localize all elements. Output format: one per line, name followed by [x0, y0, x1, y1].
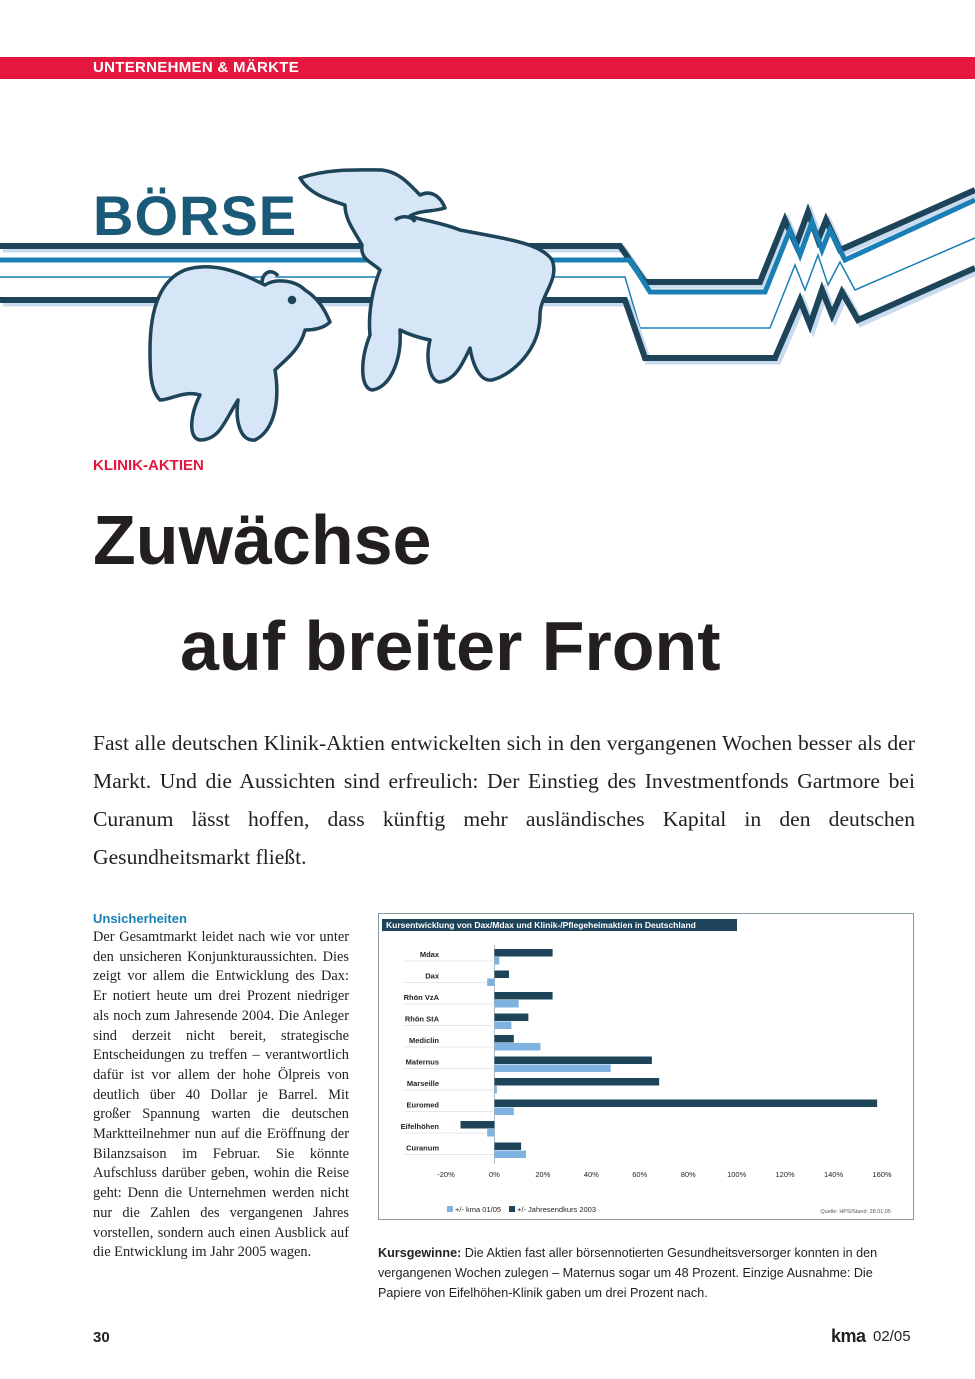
chart-title: Kursentwicklung von Dax/Mdax und Klinik-/Pflegeheimaktien in Deutschland	[382, 919, 737, 931]
chart-panel	[378, 913, 914, 1220]
legend-label: +/- kma 01/05	[455, 1205, 502, 1214]
bar-jahresend	[461, 1121, 495, 1129]
x-tick-label: 0%	[489, 1170, 500, 1179]
bar-jahresend	[494, 992, 552, 1000]
body-column	[93, 910, 349, 1263]
x-tick-label: 160%	[872, 1170, 892, 1179]
legend-swatch	[447, 1206, 453, 1212]
bar-jahresend	[494, 1100, 877, 1108]
headline-line-1: Zuwächse	[93, 501, 432, 579]
lead-paragraph: Fast alle deutschen Klinik-Aktien entwickelten sich in den vergangenen Wochen besser als der Markt. Und die Aussichten sind erfreulich: Der Einstieg des Investmentfonds Gartmore bei Curanum lässt hoffen, dass künftig mehr ausländisches Kapital in den deutschen Gesundheitsmarkt fließt.	[93, 731, 915, 869]
x-tick-label: 20%	[535, 1170, 551, 1179]
x-tick-label: 40%	[583, 1170, 599, 1179]
category-label: Euromed	[406, 1100, 439, 1110]
bar-jahresend	[494, 1014, 528, 1022]
bar-kma	[487, 1129, 494, 1137]
body-paragraph: Der Gesamtmarkt leidet nach wie vor unter den unsicheren Konjunkturaussichten. Dies zeigt vor allem die Entwicklung des Dax: Er notiert heute um drei Prozent niedriger als noch zum Jahresende 2004. Die Anleger sind derzeit nicht bereit, strategische Entscheidungen zu treffen – verantwortlich dafür ist vor allem der hohe Ölpreis von deutlich über 40 Dollar je Barrel. Mit großer Spannung warten die deutschen Marktteilnehmer nun auf die Eröffnung der Bilanzsaison im Februar. Sie könnte Aufschluss darüber geben, wohin die Reise geht: Denn die Unternehmen werden nicht nur die Zahlen des vergangenen Jahres vorstellen, sondern auch einen Ausblick auf die Entwicklung im Jahr 2005 wagen.	[93, 929, 349, 1261]
bar-kma	[494, 1022, 511, 1030]
bar-kma	[494, 1043, 540, 1051]
bar-jahresend	[494, 1057, 651, 1065]
x-tick-label: 120%	[775, 1170, 795, 1179]
bar-kma	[494, 1065, 610, 1073]
category-label: Rhön VzA	[403, 993, 439, 1002]
x-tick-label: 140%	[823, 1170, 844, 1179]
bar-kma	[494, 1086, 496, 1094]
caption-text: Die Aktien fast aller börsennotierten Gesundheitsversorger konnten in den vergangenen Wochen zulegen – Maternus sogar um 48 Prozent. Einzige Ausnahme: Die Papiere von Eifelhöhen-Klinik gaben um drei Prozent nach.	[378, 1246, 878, 1300]
category-label: Curanum	[406, 1143, 439, 1153]
hero-title: BÖRSE	[93, 184, 298, 247]
bar-jahresend	[494, 1143, 521, 1151]
caption-label: Kursgewinne:	[378, 1246, 462, 1260]
page-number: 30	[93, 1329, 110, 1346]
bull-illustration	[300, 170, 554, 390]
bar-chart	[379, 914, 915, 1221]
category-label: Rhön StA	[404, 1014, 439, 1024]
chart-source: Quelle: HPS/Stand: 28.01.05	[820, 1209, 891, 1215]
bar-jahresend	[494, 949, 552, 957]
brand-logo: kma	[831, 1326, 866, 1346]
legend-swatch	[509, 1206, 515, 1212]
bar-kma	[487, 979, 494, 987]
bar-kma	[494, 957, 499, 965]
headline-line-2: auf breiter Front	[180, 607, 721, 685]
category-label: Marseille	[406, 1079, 439, 1088]
bar-kma	[494, 1151, 525, 1159]
bar-jahresend	[494, 971, 509, 979]
figure-caption	[378, 1243, 915, 1303]
subheading: Unsicherheiten	[93, 911, 187, 926]
bear-illustration	[150, 267, 330, 440]
bar-kma	[494, 1108, 513, 1116]
category-label: Dax	[425, 971, 439, 981]
section-label: UNTERNEHMEN & MÄRKTE	[93, 59, 299, 76]
x-tick-label: 60%	[632, 1170, 648, 1179]
x-tick-label: 100%	[727, 1170, 747, 1179]
category-label: Mediclin	[408, 1036, 439, 1045]
bar-jahresend	[494, 1078, 659, 1086]
x-tick-label: 80%	[680, 1170, 696, 1179]
legend-label: +/- Jahresendkurs 2003	[517, 1205, 597, 1214]
issue-number: 02/05	[873, 1328, 911, 1345]
x-tick-label: -20%	[437, 1170, 455, 1179]
category-label: Eifelhöhen	[400, 1122, 439, 1131]
category-label: Mdax	[419, 950, 439, 959]
article-kicker: KLINIK-AKTIEN	[93, 457, 204, 474]
category-label: Maternus	[405, 1057, 439, 1067]
bar-jahresend	[494, 1035, 513, 1043]
bar-kma	[494, 1000, 518, 1008]
